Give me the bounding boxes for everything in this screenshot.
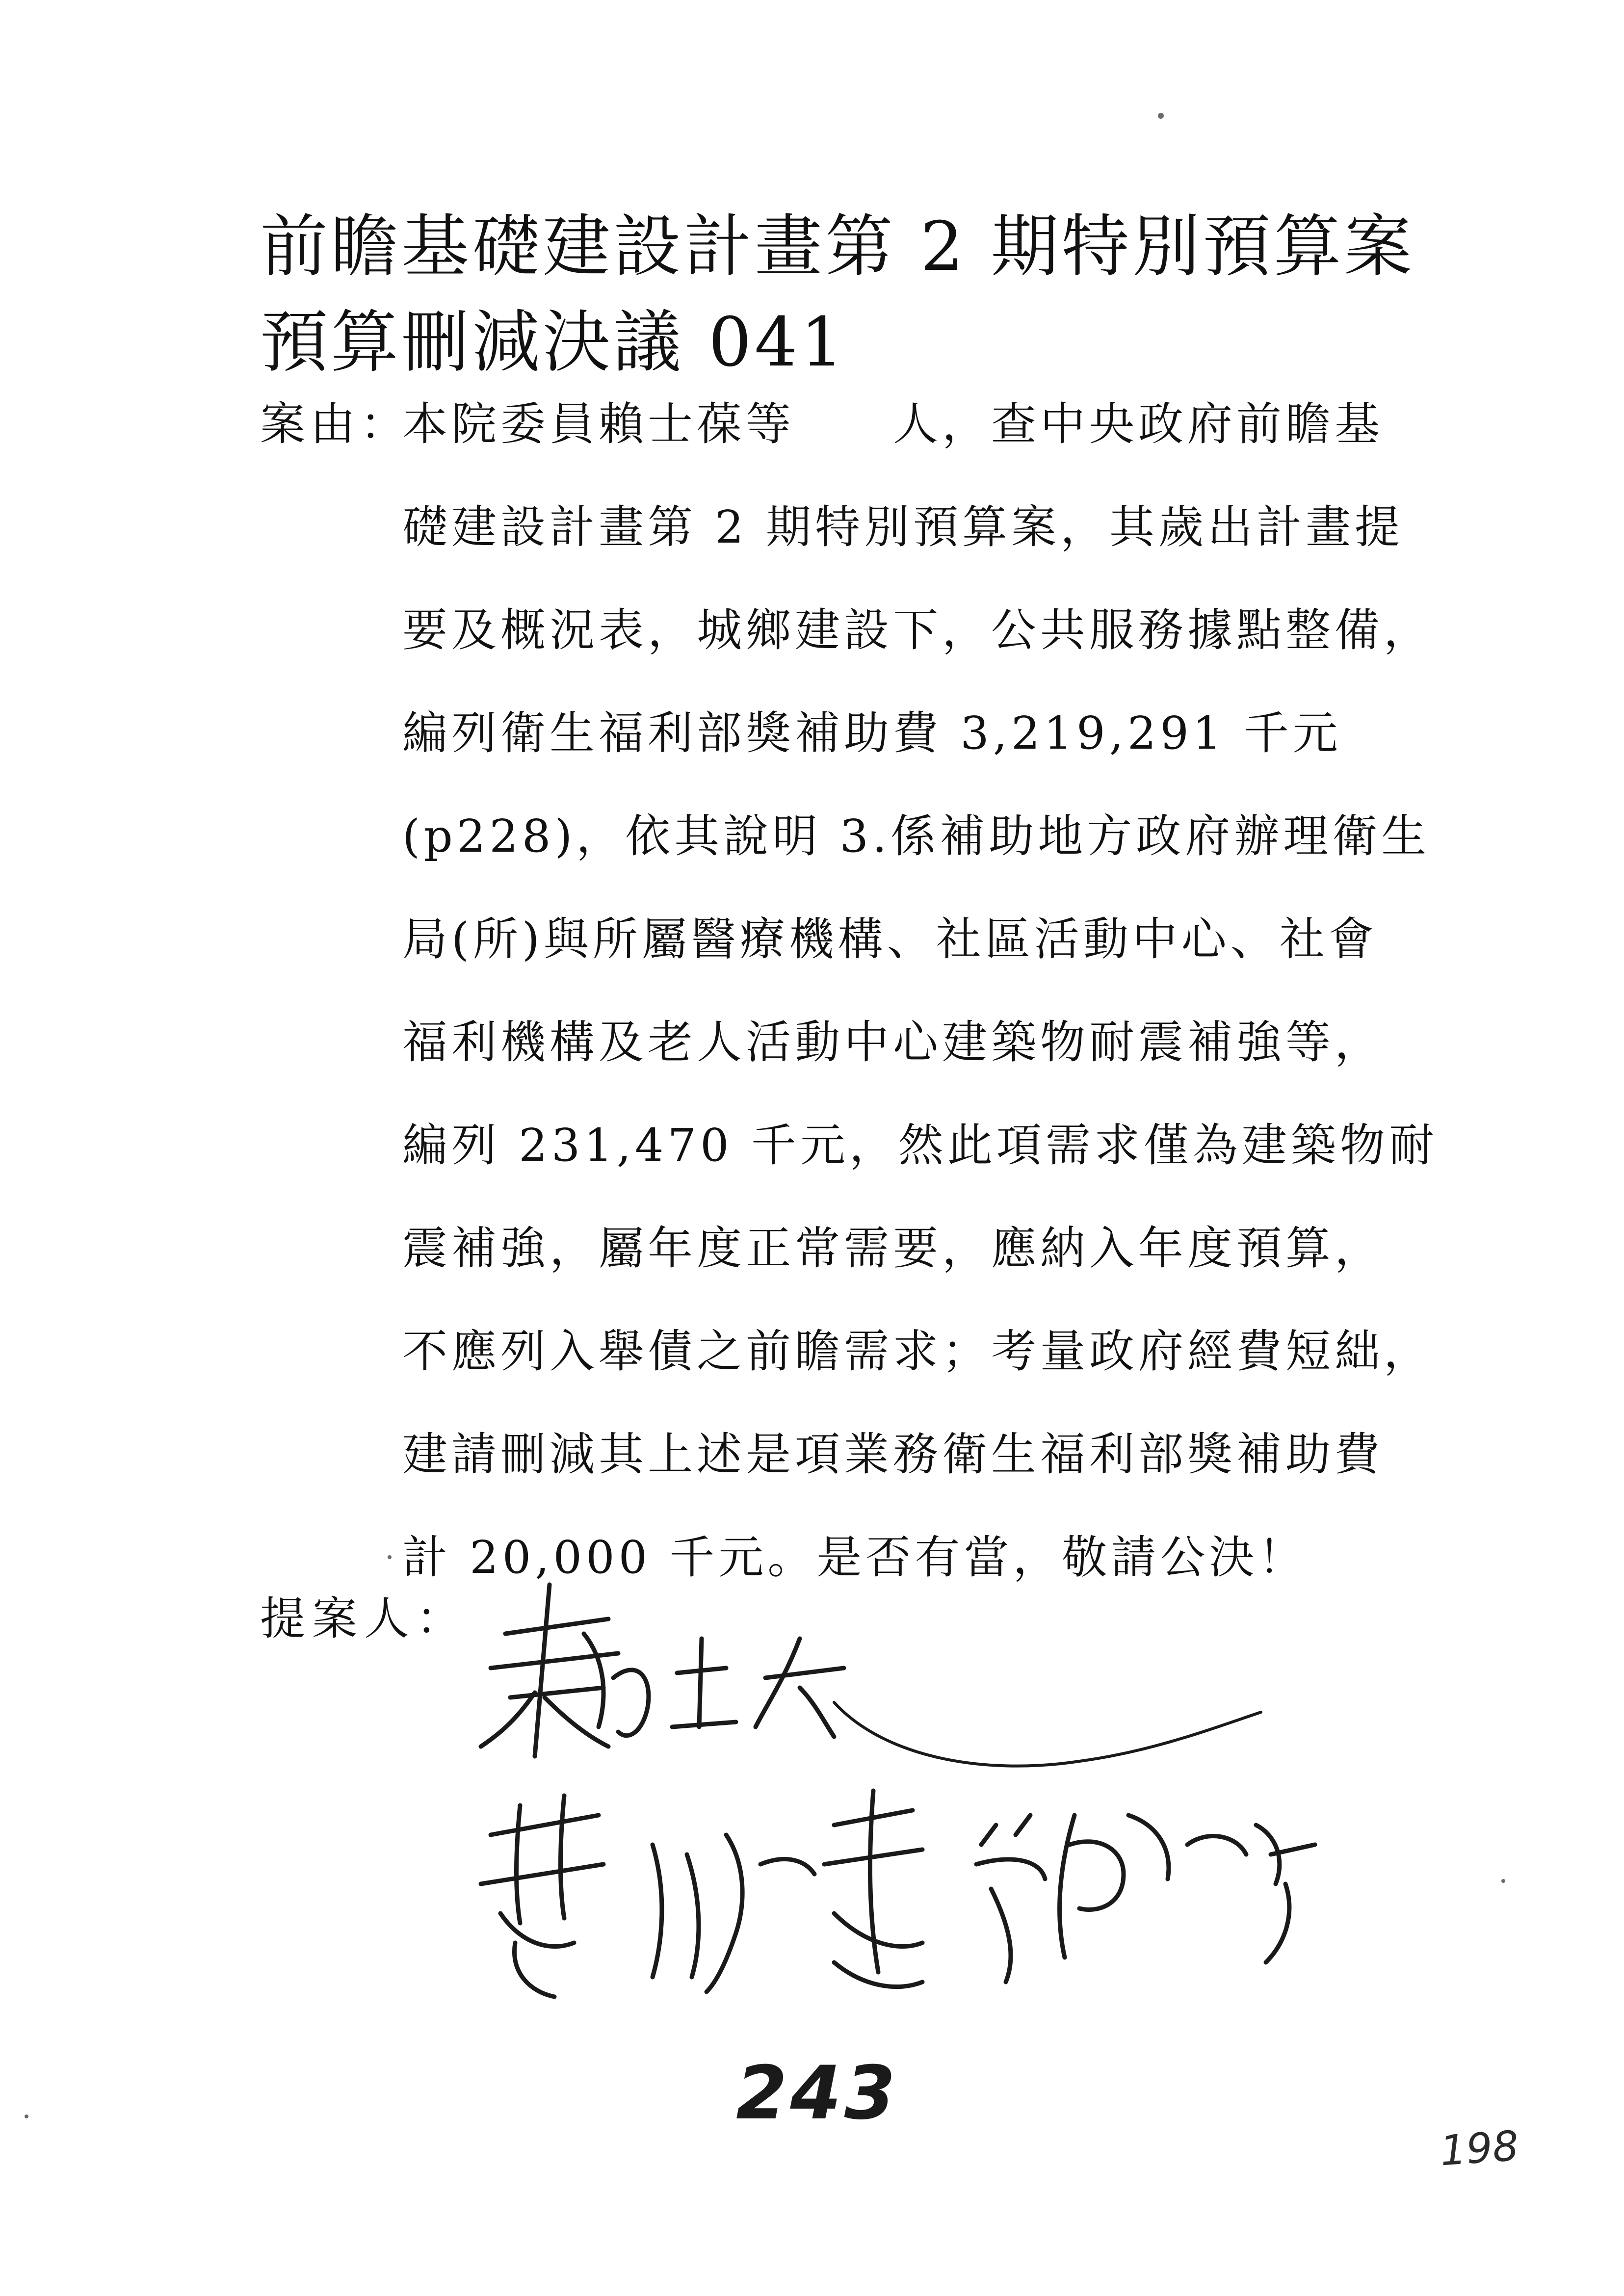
case-line: 計 20,000 千元。是否有當，敬請公決！ <box>402 1531 1308 1584</box>
proposer-label: 提案人： <box>260 1592 469 1645</box>
case-line: 礎建設計畫第 2 期特別預算案，其歲出計畫提 <box>402 501 1404 553</box>
case-line: 編列衛生福利部獎補助費 3,219,291 千元 <box>402 707 1342 759</box>
case-line: (p228)，依其說明 3.係補助地方政府辦理衛生 <box>402 810 1431 862</box>
case-line: 本院委員賴士葆等 人，查中央政府前瞻基 <box>402 398 1384 450</box>
case-line: 要及概況表，城鄉建設下，公共服務據點整備， <box>402 604 1433 656</box>
scan-speck <box>1158 113 1164 119</box>
case-line: 建請刪減其上述是項業務衛生福利部獎補助費 <box>402 1428 1384 1481</box>
document-title <box>260 199 1415 390</box>
signature-1 <box>481 1585 1261 1766</box>
scan-speck <box>25 2114 28 2118</box>
case-label: 案由： <box>260 398 411 450</box>
case-line: 局(所)與所屬醫療機構、社區活動中心、社會 <box>402 913 1378 965</box>
signature-2 <box>481 1791 1315 1997</box>
page-number-handwritten: 243 <box>736 2051 899 2136</box>
title-line-1: 前瞻基礎建設計畫第 2 期特別預算案 <box>260 207 1415 286</box>
page-number-corner: 198 <box>1438 2121 1520 2175</box>
case-line: 震補強，屬年度正常需要，應納入年度預算， <box>402 1222 1384 1275</box>
case-line: 福利機構及老人活動中心建築物耐震補強等， <box>402 1016 1384 1069</box>
title-line-2: 預算刪減決議 041 <box>260 303 847 382</box>
scan-speck <box>388 1555 392 1559</box>
scan-speck <box>1501 1879 1505 1883</box>
case-line: 不應列入舉債之前瞻需求；考量政府經費短絀， <box>402 1325 1433 1378</box>
case-line: 編列 231,470 千元，然此項需求僅為建築物耐 <box>402 1119 1438 1172</box>
